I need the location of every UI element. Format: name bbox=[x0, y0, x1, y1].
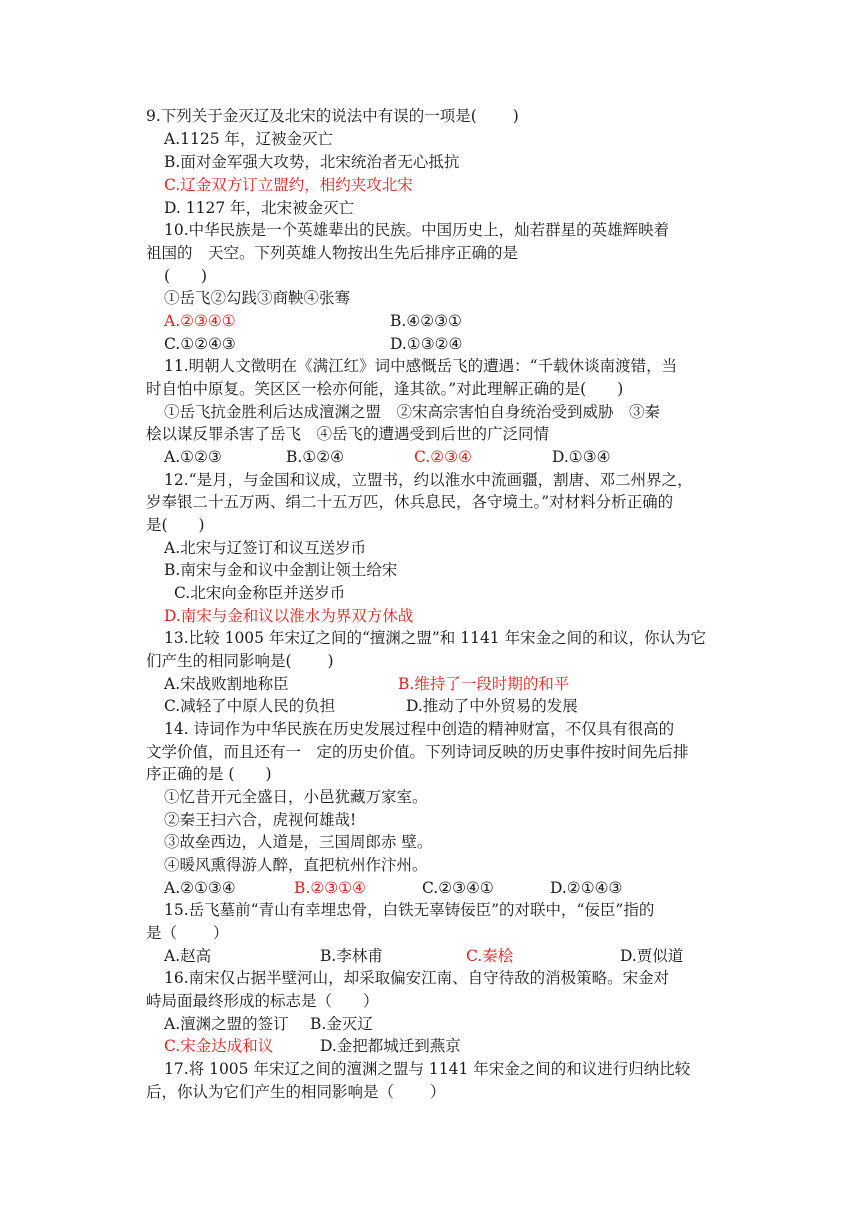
q14-option-d: D.②①④③ bbox=[550, 879, 623, 897]
q9-stem: 9.下列关于金灭辽及北宋的说法中有误的一项是( ) bbox=[146, 107, 519, 125]
q12-stem-line3: 是( ) bbox=[146, 516, 205, 534]
q11-option-c-answer: C.②③④ bbox=[414, 448, 472, 466]
q15-stem-line2: 是（ ） bbox=[146, 924, 229, 942]
q11-stem-line1: 11.明朝人文徵明在《满江红》词中感慨岳飞的遭遇：“千载休谈南渡错，当 bbox=[164, 357, 678, 375]
q16-stem-line2: 峙局面最终形成的标志是（ ） bbox=[146, 992, 379, 1010]
q11-option-d: D.①③④ bbox=[552, 448, 611, 466]
q10-option-b: B.④②③① bbox=[390, 312, 462, 330]
q13-options-row1 bbox=[164, 674, 724, 696]
q16-options-row1 bbox=[164, 1014, 724, 1036]
q14-stem-line1: 14. 诗词作为中华民族在历史发展过程中创造的精神财富，不仅具有很高的 bbox=[164, 720, 675, 738]
q13-options-row2 bbox=[164, 696, 724, 718]
q12-stem-line1: 12.“是月，与金国和议成，立盟书，约以淮水中流画疆，割唐、邓二州界之， bbox=[164, 471, 693, 489]
q12-option-a: A.北宋与辽签订和议互送岁币 bbox=[164, 539, 367, 557]
q15-option-c-answer: C.秦桧 bbox=[466, 947, 514, 965]
q15-option-d: D.贾似道 bbox=[620, 947, 684, 965]
q17-stem-line2: 后，你认为它们产生的相同影响是（ ） bbox=[146, 1083, 446, 1101]
q14-options bbox=[164, 878, 724, 900]
q13-stem-line1: 13.比较 1005 年宋辽之间的“擅渊之盟”和 1141 年宋金之间的和议，你认为它 bbox=[164, 629, 707, 647]
q14-option-b-answer: B.②③①④ bbox=[294, 879, 366, 897]
q16-options-row2 bbox=[164, 1036, 724, 1058]
q11-items-line2: 桧以谋反罪杀害了岳飞 ④岳飞的遭遇受到后世的广泛同情 bbox=[146, 425, 550, 443]
q13-option-b-answer: B.维持了一段时期的和平 bbox=[398, 675, 570, 693]
q11-stem-line2: 时自怕中原复。笑区区一桧亦何能，逢其欲。”对此理解正确的是( ) bbox=[146, 380, 624, 398]
q9-option-d: D. 1127 年，北宋被金灭亡 bbox=[164, 199, 355, 217]
q15-stem-line1: 15.岳飞墓前“青山有幸埋忠骨，白铁无辜铸佞臣”的对联中，“佞臣”指的 bbox=[164, 901, 655, 919]
q12-option-c: C.北宋向金称臣并送岁币 bbox=[174, 584, 346, 602]
q13-option-a: A.宋战败割地称臣 bbox=[164, 675, 289, 693]
q14-stem-line2: 文学价值，而且还有一 定的历史价值。下列诗词反映的历史事件按时间先后排 bbox=[146, 743, 689, 761]
q10-stem-line1: 10.中华民族是一个英雄辈出的民族。中国历史上，灿若群星的英雄辉映着 bbox=[164, 221, 670, 239]
q16-option-d: D.金把都城迁到燕京 bbox=[320, 1037, 461, 1055]
q9-option-b: B.面对金军强大攻势，北宋统治者无心抵抗 bbox=[164, 153, 460, 171]
q11-items-line1: ①岳飞抗金胜利后达成澶渊之盟 ②宋高宗害怕自身统治受到威胁 ③秦 bbox=[164, 403, 661, 421]
q13-stem-line2: 们产生的相同影响是( ) bbox=[146, 652, 334, 670]
q15-option-b: B.李林甫 bbox=[320, 947, 383, 965]
q11-option-b: B.①②④ bbox=[286, 448, 345, 466]
q15-option-a: A.赵高 bbox=[164, 947, 212, 965]
q16-option-b: B.金灭辽 bbox=[310, 1015, 373, 1033]
q10-options-row2 bbox=[164, 334, 724, 356]
q14-stem-line3: 序正确的是 ( ) bbox=[146, 765, 272, 783]
q14-option-a: A.②①③④ bbox=[164, 879, 236, 897]
q15-options bbox=[164, 946, 724, 968]
q10-option-d: D.①③②④ bbox=[390, 335, 463, 353]
q12-option-d-answer: D.南宋与金和议以淮水为界双方休战 bbox=[164, 607, 414, 625]
q14-option-c: C.②③④① bbox=[422, 879, 494, 897]
q14-item-1: ①忆昔开元全盛日，小邑犹藏万家室。 bbox=[164, 788, 428, 806]
q11-options bbox=[164, 447, 724, 469]
q10-option-a-answer: A.②③④① bbox=[164, 312, 236, 330]
q10-stem-line2: 祖国的 天空。下列英雄人物按出生先后排序正确的是 bbox=[146, 244, 519, 262]
q9-option-c-answer: C.辽金双方订立盟约，相约夹攻北宋 bbox=[164, 176, 413, 194]
q14-item-2: ②秦王扫六合，虎视何雄哉! bbox=[164, 811, 357, 829]
q9-option-a: A.1125 年，辽被金灭亡 bbox=[164, 130, 333, 148]
q16-option-a: A.澶渊之盟的签订 bbox=[164, 1015, 289, 1033]
q10-options-row1 bbox=[164, 311, 724, 333]
q11-option-a: A.①②③ bbox=[164, 448, 222, 466]
q12-stem-line2: 岁奉银二十五万两、绢二十五万匹，休兵息民，各守境土。”对材料分析正确的 bbox=[146, 493, 674, 511]
q14-item-3: ③故垒西边，人道是，三国周郎赤 壁。 bbox=[164, 833, 433, 851]
q10-items: ①岳飞②勾践③商鞅④张骞 bbox=[164, 289, 351, 307]
q13-option-d: D.推动了中外贸易的发展 bbox=[406, 697, 578, 715]
q13-option-c: C.减轻了中原人民的负担 bbox=[164, 697, 336, 715]
q10-answer-paren: ( ) bbox=[164, 267, 208, 285]
q14-item-4: ④暖风熏得游人醉，直把杭州作汴州。 bbox=[164, 856, 428, 874]
q12-option-b: B.南宋与金和议中金割让领土给宋 bbox=[164, 561, 398, 579]
q16-stem-line1: 16.南宋仅占据半壁河山，却采取偏安江南、自守待敌的消极策略。宋金对 bbox=[164, 969, 670, 987]
q17-stem-line1: 17.将 1005 年宋辽之间的澶渊之盟与 1141 年宋金之间的和议进行归纳比较 bbox=[164, 1060, 691, 1078]
q16-option-c-answer: C.宋金达成和议 bbox=[164, 1037, 274, 1055]
q10-option-c: C.①②④③ bbox=[164, 335, 236, 353]
